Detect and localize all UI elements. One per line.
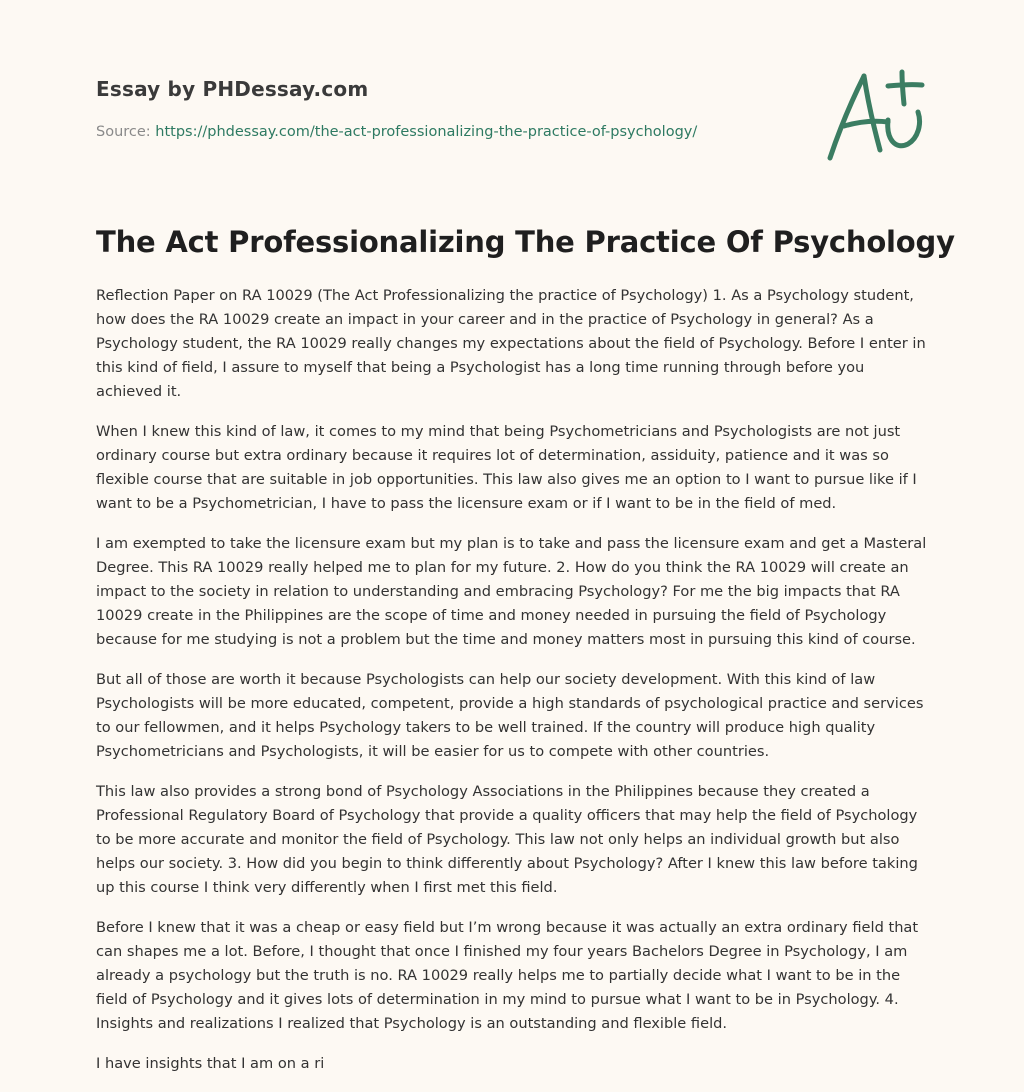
logo-plus-horizontal-stroke	[888, 85, 922, 86]
essay-body	[96, 284, 928, 1092]
logo-swoosh-stroke	[888, 112, 920, 146]
logo-a-left-stroke	[830, 76, 864, 158]
logo-a-right-stroke	[864, 76, 880, 150]
logo-strokes	[830, 72, 922, 158]
essay-paragraph: But all of those are worth it because Psychologists can help our society development. With this kind of law Psychologists will be more educated, competent, provide a high standards of psychological practice and services to our fellowmen, and it helps Psychology takers to be well trained. If the country will produce high quality Psychometricians and Psychologists, it will be easier for us to compete with other countries.	[96, 671, 924, 760]
source-link[interactable]: https://phdessay.com/the-act-professionalizing-the-practice-of-psychology/	[155, 124, 698, 140]
source-line	[96, 124, 697, 140]
site-title: Essay by PHDessay.com	[96, 77, 369, 101]
a-plus-logo-icon	[822, 66, 932, 166]
essay-title: The Act Professionalizing The Practice Of Psychology	[96, 225, 955, 259]
source-label: Source:	[96, 124, 151, 140]
essay-paragraph: I am exempted to take the licensure exam but my plan is to take and pass the licensure exam and get a Masteral Degree. This RA 10029 really helped me to plan for my future. 2. How do you think the RA 10029 will create an impact to the society in relation to understanding and embracing Psychology? For me the big impacts that RA 10029 create in the Philippines are the scope of time and money needed in pursuing the field of Psychology because for me studying is not a problem but the time and money matters most in pursuing this kind of course.	[96, 535, 927, 648]
essay-paragraph: This law also provides a strong bond of Psychology Associations in the Philippines because they created a Professional Regulatory Board of Psychology that provide a quality officers that may help the field of Psychology to be more accurate and monitor the field of Psychology. This law not only helps an individual growth but also helps our society. 3. How did you begin to think differently about Psychology? After I knew this law before taking up this course I think very differently when I first met this field.	[96, 783, 918, 896]
logo-plus-vertical-stroke	[902, 72, 904, 104]
logo-a-crossbar-stroke	[844, 121, 888, 126]
essay-paragraph: Reflection Paper on RA 10029 (The Act Professionalizing the practice of Psychology) 1. As a Psychology student, how does the RA 10029 create an impact in your career and in the practice of Psychology in general? As a Psychology student, the RA 10029 really changes my expectations about the field of Psychology. Before I enter in this kind of field, I assure to myself that being a Psychologist has a long time running through before you achieved it.	[96, 287, 926, 400]
essay-paragraph: Before I knew that it was a cheap or easy field but I’m wrong because it was actually an extra ordinary field that can shapes me a lot. Before, I thought that once I finished my four years Bachelors Degree in Psychology, I am already a psychology but the truth is no. RA 10029 really helps me to partially decide what I want to be in the field of Psychology and it gives lots of determination in my mind to pursue what I want to be in Psychology. 4. Insights and realizations I realized that Psychology is an outstanding and flexible field.	[96, 919, 919, 1032]
essay-paragraph: I have insights that I am on a ri	[96, 1055, 325, 1072]
essay-paragraph: When I knew this kind of law, it comes to my mind that being Psychometricians and Psychologists are not just ordinary course but extra ordinary because it requires lot of determination, assiduity, patience and it was so flexible course that are suitable in job opportunities. This law also gives me an option to I want to pursue like if I want to be a Psychometrician, I have to pass the licensure exam or if I want to be in the field of med.	[96, 423, 917, 512]
